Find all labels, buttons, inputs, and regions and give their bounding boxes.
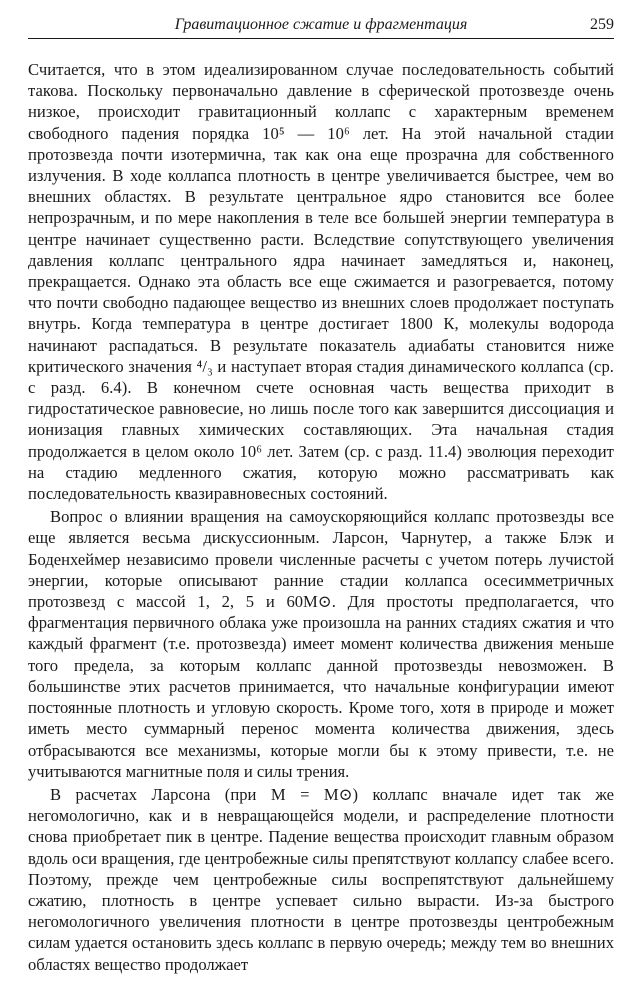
page-number: 259 [590,16,614,33]
body-text [28,59,614,975]
running-header [28,12,614,39]
paragraph-1: Считается, что в этом идеализированном случае последовательность событий такова. Поскольку первоначально давление в сферической протозвезде очень низкое, происходит гравитационный коллапс с характерным временем свободного падения порядка 10⁵ — 10⁶ лет. На этой начальной стадии протозвезда почти изотермична, так как она еще прозрачна для собственного излучения. В ходе коллапса плотность в центре увеличивается быстрее, чем во внешних областях. В результате центральное ядро становится все более непрозрачным, и по мере накопления в теле все большей энергии температура в центре начинает существенно расти. Вследствие сопутствующего увеличения давления коллапс центрального ядра начинает замедляться и, наконец, прекращается. Однако эта область все еще сжимается и разогревается, потому что почти свободно падающее вещество из внешних слоев продолжает поступать внутрь. Когда температура в центре достигает 1800 К, молекулы водорода начинают распадаться. В результате показатель адиабаты становится ниже критического значения ⁴/₃ и наступает вторая стадия динамического коллапса (ср. с разд. 6.4). В конечном счете основная часть вещества приходит в гидростатическое равновесие, но лишь после того как завершится диссоциация и ионизация главных химических составляющих. Эта начальная стадия продолжается в целом около 10⁶ лет. Затем (ср. с разд. 11.4) эволюция переходит на стадию медленного сжатия, которую можно рассматривать как последовательность квазиравновесных состояний. [28,60,614,504]
book-page [28,12,614,975]
paragraph-2: Вопрос о влиянии вращения на самоускоряющийся коллапс протозвезды все еще является весьма дискуссионным. Ларсон, Чарнутер, а также Блэк и Боденхеймер независимо провели численные расчеты с учетом потерь лучистой энергии, которые описывают ранние стадии коллапса осесимметричных протозвезд с массой 1, 2, 5 и 60M⊙. Для простоты предполагается, что фрагментация первичного облака уже произошла на ранних стадиях сжатия и что каждый фрагмент (т.е. протозвезда) имеет момент количества движения меньше того предела, за которым коллапс данной протозвезды невозможен. В большинстве этих расчетов принимается, что начальные конфигурации имеют постоянные плотность и угловую скорость. Кроме того, хотя в природе и может иметь место суммарный перенос момента количества движения, здесь отбрасываются все механизмы, которые могли бы к этому привести, т.е. не учитываются магнитные поля и силы трения. [28,507,614,781]
running-title: Гравитационное сжатие и фрагментация [174,16,468,33]
paragraph-3: В расчетах Ларсона (при M = M⊙) коллапс вначале идет так же негомологично, как и в невращающейся модели, и распределение плотности снова приобретает пик в центре. Падение вещества происходит главным образом вдоль оси вращения, где центробежные силы препятствуют коллапсу слабее всего. Поэтому, прежде чем центробежные силы воспрепятствуют дальнейшему сжатию, плотность в центре успевает сильно вырасти. Из-за быстрого негомологичного увеличения плотности в центре протозвезды центробежным силам удается остановить здесь коллапс в первую очередь; между тем во внешних областях вещество продолжает [28,784,614,974]
